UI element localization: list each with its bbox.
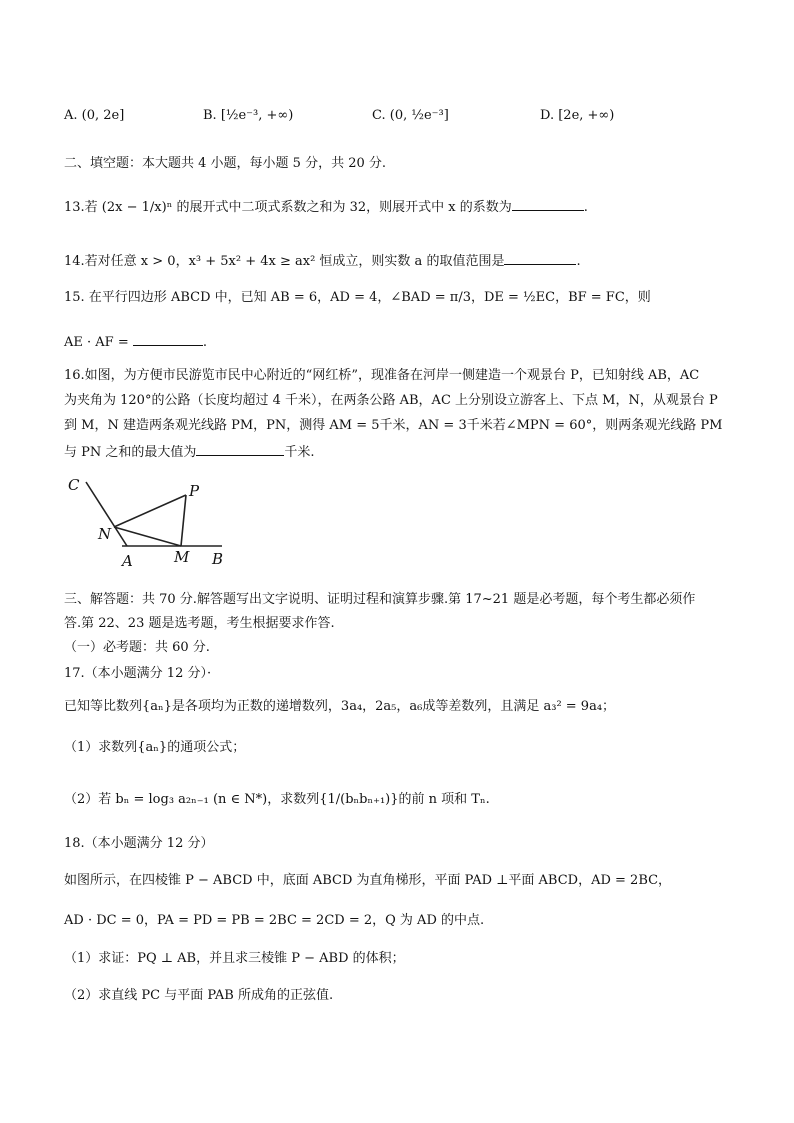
q17-part1: （1）求数列{aₙ}的通项公式；: [64, 740, 246, 755]
segment-pm: [181, 495, 186, 546]
q14-answer-blank: [504, 250, 576, 265]
q18-part2: （2）求直线 PC 与平面 PAB 所成角的正弦值.: [64, 988, 334, 1003]
section3-line2: 答.第 22、23 题是选考题，考生根据要求作答.: [64, 616, 335, 631]
q17-text: 已知等比数列{aₙ}是各项均为正数的递增数列，3a₄，2a₅，a₆成等差数列，且满足 a₃² = 9a₄；: [64, 699, 616, 714]
question-15-answer: AE · AF = .: [64, 331, 207, 353]
option-c: C. (0, ½e⁻³]: [372, 108, 449, 123]
label-n: N: [98, 525, 112, 543]
option-a: A. (0, 2e]: [64, 108, 125, 123]
q15-line1: 15. 在平行四边形 ABCD 中，已知 AB = 6，AD = 4，∠BAD = π/3，DE = ½EC，BF = FC，则: [64, 290, 651, 305]
label-a: A: [122, 552, 133, 570]
q16-line3: 到 M，N 建造两条观光线路 PM，PN，测得 AM = 5千米，AN = 3千米若∠MPN = 60°，则两条观光线路 PM: [64, 418, 723, 433]
q13-answer-blank: [512, 196, 584, 211]
q14-text: 14.若对任意 x > 0，x³ + 5x² + 4x ≥ ax² 恒成立，则实数 a 的取值范围是: [64, 254, 505, 269]
q16-line4a: 与 PN 之和的最大值为: [64, 445, 197, 460]
option-b: B. [½e⁻³, +∞): [203, 108, 294, 123]
section2-header: 二、填空题：本大题共 4 小题，每小题 5 分，共 20 分.: [64, 156, 387, 171]
option-d: D. [2e, +∞): [540, 108, 615, 123]
q18-title: 18.（本小题满分 12 分）: [64, 836, 214, 851]
q16-answer-blank: [196, 441, 284, 456]
question-16-answer: [64, 441, 315, 463]
q15-answer-blank: [133, 331, 203, 346]
q18-part1: （1）求证：PQ ⊥ AB，并且求三棱锥 P − ABD 的体积；: [64, 951, 405, 966]
label-m: M: [174, 548, 190, 566]
question-14: 14.若对任意 x > 0，x³ + 5x² + 4x ≥ ax² 恒成立，则实数 a 的取值范围是 .: [64, 250, 581, 272]
q18-line2: AD · DC = 0，PA = PD = PB = 2BC = 2CD = 2，Q 为 AD 的中点.: [64, 913, 485, 928]
q17-part2: （2）若 bₙ = log₃ a₂ₙ₋₁ (n ∈ N*)，求数列{1/(bₙbₙ₊₁)}的前 n 项和 Tₙ.: [64, 792, 490, 807]
label-b: B: [212, 550, 224, 568]
section3-sub1: （一）必考题：共 60 分.: [64, 640, 210, 655]
question-13: 13.若 (2x − 1/x)ⁿ 的展开式中二项式系数之和为 32，则展开式中 x 的系数为 .: [64, 196, 588, 218]
q15-line2: AE · AF =: [64, 335, 129, 350]
label-p: P: [189, 482, 200, 500]
q16-line1: 16.如图，为方便市民游览市民中心附近的“网红桥”，现准备在河岸一侧建造一个观景台 P，已知射线 AB，AC: [64, 368, 700, 383]
q16-figure: [64, 470, 244, 580]
q16-line4b: 千米.: [284, 445, 315, 460]
q16-line2: 为夹角为 120°的公路（长度均超过 4 千米），在两条公路 AB，AC 上分别设立游客上、下点 M，N，从观景台 P: [64, 393, 718, 408]
label-c: C: [68, 476, 80, 494]
q18-line1: 如图所示，在四棱锥 P − ABCD 中，底面 ABCD 为直角梯形，平面 PAD ⊥平面 ABCD，AD = 2BC，: [64, 873, 672, 888]
section3-line1: 三、解答题：共 70 分.解答题写出文字说明、证明过程和演算步骤.第 17~21 题是必考题，每个考生都必须作: [64, 592, 696, 607]
q13-text: 13.若 (2x − 1/x)ⁿ 的展开式中二项式系数之和为 32，则展开式中 x 的系数为: [64, 200, 512, 215]
segment-np: [114, 495, 186, 527]
segment-nm: [114, 527, 181, 546]
q17-title: 17.（本小题满分 12 分）·: [64, 666, 212, 681]
